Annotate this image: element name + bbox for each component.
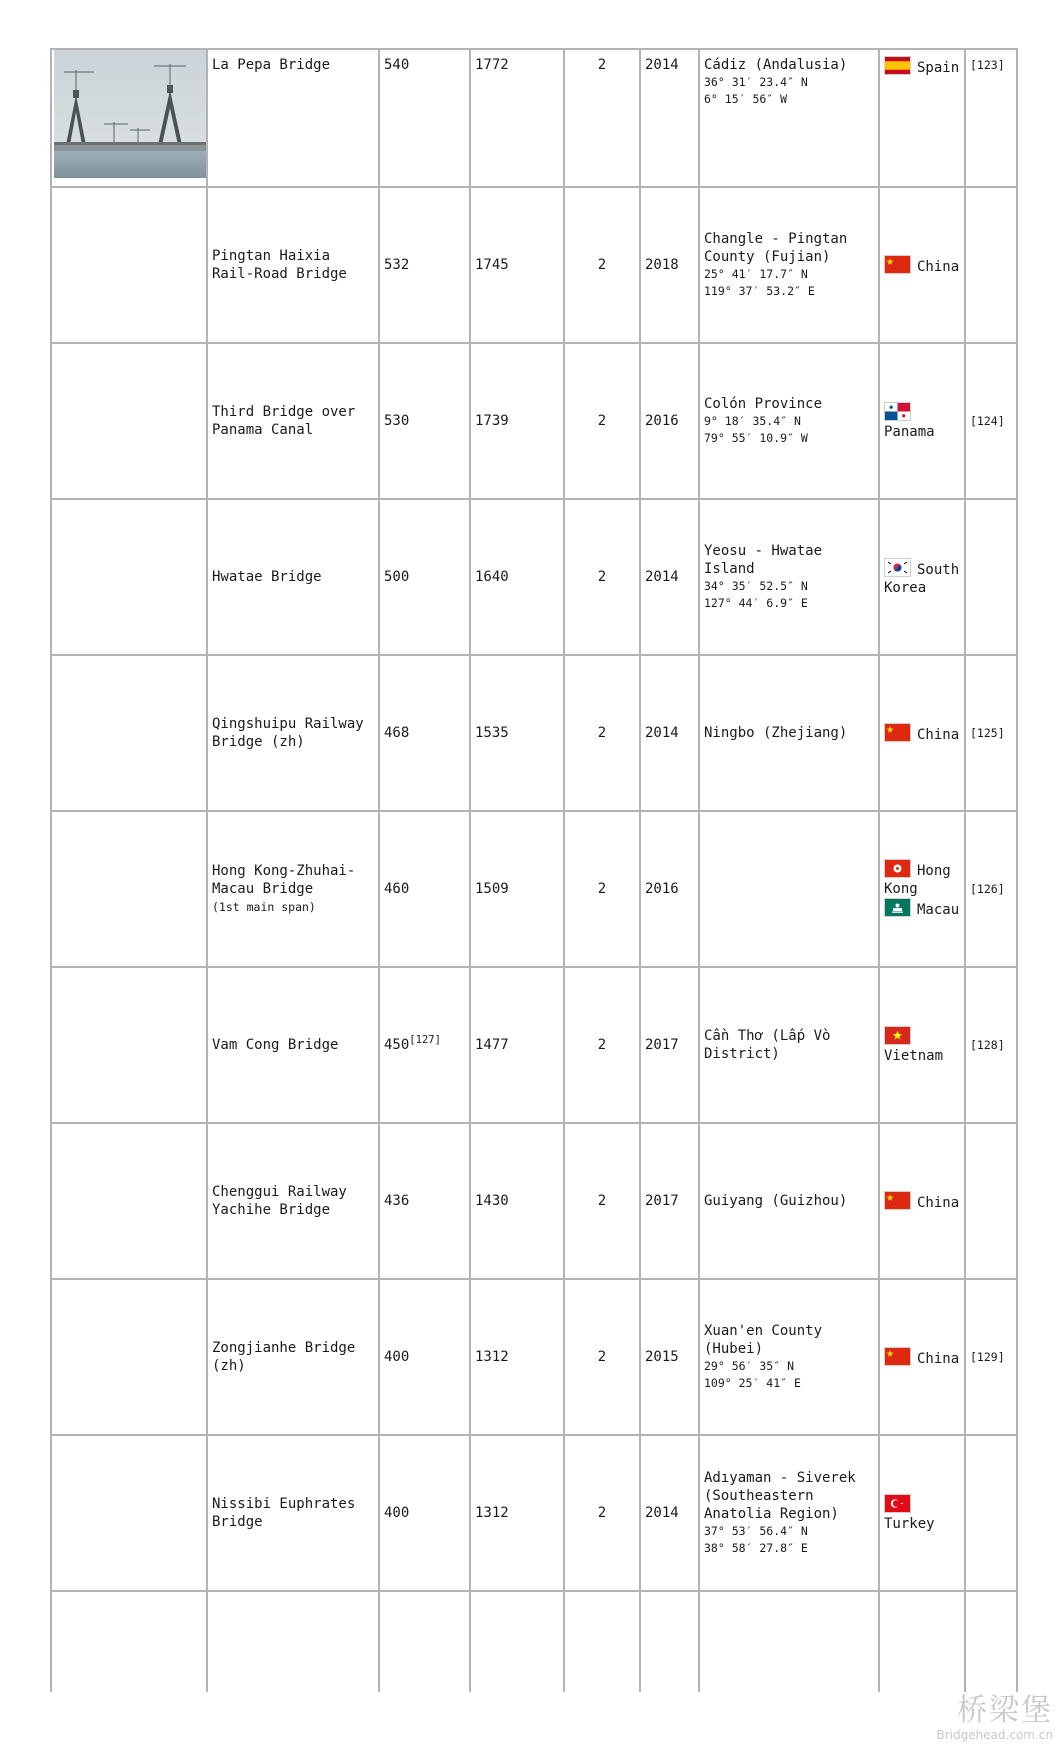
vietnam-flag-icon xyxy=(884,1026,911,1045)
span-ft-cell xyxy=(470,187,564,343)
country-name[interactable]: Macau xyxy=(917,902,960,918)
location-cell xyxy=(699,655,879,811)
span-metres: 468 xyxy=(384,725,410,741)
country-cell xyxy=(879,1435,965,1591)
tower-count: 2 xyxy=(597,57,607,73)
completion-year: 2016 xyxy=(645,413,679,429)
span-ft-cell xyxy=(470,499,564,655)
reference-cell xyxy=(965,655,1017,811)
table-row xyxy=(51,1279,1017,1435)
spain-flag-icon xyxy=(884,56,911,75)
bridge-name[interactable]: Pingtan Haixia Rail-Road Bridge xyxy=(212,248,347,282)
towers-cell xyxy=(564,655,640,811)
reference-link[interactable]: [129] xyxy=(970,1350,1005,1364)
span-feet: 1477 xyxy=(475,1037,509,1053)
span-feet: 1640 xyxy=(475,569,509,585)
year-cell xyxy=(640,49,699,187)
year-cell xyxy=(640,1279,699,1435)
span-feet: 1312 xyxy=(475,1349,509,1365)
completion-year: 2014 xyxy=(645,57,679,73)
bridge-name-cell xyxy=(207,343,379,499)
span-m-cell xyxy=(379,655,470,811)
reference-cell xyxy=(965,1435,1017,1591)
tower-count: 2 xyxy=(597,881,607,897)
table-row xyxy=(51,811,1017,967)
completion-year: 2018 xyxy=(645,257,679,273)
towers-cell xyxy=(564,49,640,187)
reference-cell xyxy=(965,967,1017,1123)
empty-cell xyxy=(379,1591,470,1692)
reference-cell xyxy=(965,49,1017,187)
bridge-name-cell xyxy=(207,967,379,1123)
location-cell xyxy=(699,1279,879,1435)
completion-year: 2016 xyxy=(645,881,679,897)
year-cell xyxy=(640,1435,699,1591)
location-name[interactable]: Ningbo (Zhejiang) xyxy=(704,725,848,741)
reference-cell xyxy=(965,1279,1017,1435)
span-ft-cell xyxy=(470,655,564,811)
coordinate-lon[interactable]: 38° 58′ 27.8″ E xyxy=(704,1541,808,1555)
location-cell xyxy=(699,499,879,655)
span-m-cell xyxy=(379,187,470,343)
span-feet: 1312 xyxy=(475,1505,509,1521)
tower-count: 2 xyxy=(597,413,607,429)
bridge-name-cell xyxy=(207,1123,379,1279)
location-cell xyxy=(699,1435,879,1591)
empty-cell xyxy=(564,1591,640,1692)
year-cell xyxy=(640,1123,699,1279)
span-metres: 400 xyxy=(384,1505,410,1521)
country-cell xyxy=(879,499,965,655)
completion-year: 2014 xyxy=(645,569,679,585)
span-feet: 1509 xyxy=(475,881,509,897)
image-cell xyxy=(51,655,207,811)
reference-cell xyxy=(965,343,1017,499)
span-metres: 460 xyxy=(384,881,410,897)
watermark xyxy=(936,1694,1053,1742)
country-name[interactable]: Panama xyxy=(884,423,935,440)
location-cell xyxy=(699,967,879,1123)
location-name[interactable]: Yeosu - Hwatae Island xyxy=(704,543,823,577)
reference-link[interactable]: [126] xyxy=(970,882,1005,896)
bridge-name-cell xyxy=(207,49,379,187)
country-name[interactable]: Vietnam xyxy=(884,1047,944,1064)
span-m-cell xyxy=(379,811,470,967)
span-m-cell xyxy=(379,343,470,499)
span-feet: 1430 xyxy=(475,1193,509,1209)
towers-cell xyxy=(564,343,640,499)
table-row-empty xyxy=(51,1591,1017,1692)
tower-count: 2 xyxy=(597,569,607,585)
country-cell xyxy=(879,343,965,499)
location-cell xyxy=(699,343,879,499)
bridge-name[interactable]: Hwatae Bridge xyxy=(212,569,322,585)
year-cell xyxy=(640,343,699,499)
empty-cell xyxy=(879,1591,965,1692)
coordinate-lat[interactable]: 37° 53′ 56.4″ N xyxy=(704,1524,808,1538)
tower-count: 2 xyxy=(597,1037,607,1053)
coordinate-lon[interactable]: 127° 44′ 6.9″ E xyxy=(704,596,808,610)
completion-year: 2017 xyxy=(645,1037,679,1053)
bridge-name[interactable]: Chenggui Railway Yachihe Bridge xyxy=(212,1184,347,1218)
location-cell xyxy=(699,1123,879,1279)
bridge-name[interactable]: Third Bridge over Panama Canal xyxy=(212,404,356,438)
location-name[interactable]: Cần Thơ (Lấp Vò District) xyxy=(704,1028,831,1062)
china-flag-icon xyxy=(884,1347,911,1366)
table-row xyxy=(51,1435,1017,1591)
span-metres: 500 xyxy=(384,569,410,585)
span-m-cell xyxy=(379,1123,470,1279)
country-name[interactable]: China xyxy=(917,1194,960,1211)
country-name[interactable]: China xyxy=(917,726,960,743)
location-cell xyxy=(699,811,879,967)
span-m-cell xyxy=(379,1435,470,1591)
image-cell xyxy=(51,1123,207,1279)
image-cell xyxy=(51,499,207,655)
towers-cell xyxy=(564,499,640,655)
bridge-name-cell xyxy=(207,187,379,343)
location-name[interactable]: Guiyang (Guizhou) xyxy=(704,1193,848,1209)
span-ft-cell xyxy=(470,1279,564,1435)
table-row xyxy=(51,187,1017,343)
coordinate-lat[interactable]: 36° 31′ 23.4″ N xyxy=(704,75,808,89)
bridge-name[interactable]: Zongjianhe Bridge (zh) xyxy=(212,1340,356,1374)
country-name[interactable]: Turkey xyxy=(884,1515,935,1532)
year-cell xyxy=(640,499,699,655)
coordinate-lat[interactable]: 9° 18′ 35.4″ N xyxy=(704,414,801,428)
towers-cell xyxy=(564,1123,640,1279)
location-cell xyxy=(699,49,879,187)
tower-count: 2 xyxy=(597,1505,607,1521)
table-row xyxy=(51,499,1017,655)
span-ref[interactable]: [127] xyxy=(409,1034,441,1046)
completion-year: 2014 xyxy=(645,1505,679,1521)
bridge-name[interactable]: La Pepa Bridge xyxy=(212,57,331,73)
country-name[interactable]: China xyxy=(917,1350,960,1367)
span-feet: 1535 xyxy=(475,725,509,741)
year-cell xyxy=(640,967,699,1123)
coordinate-lat[interactable]: 29° 56′ 35″ N xyxy=(704,1359,795,1373)
empty-cell xyxy=(470,1591,564,1692)
bridge-name[interactable]: Hong Kong-Zhuhai-Macau Bridge xyxy=(212,863,356,897)
reference-link[interactable]: [125] xyxy=(970,726,1005,740)
image-cell xyxy=(51,343,207,499)
span-feet: 1739 xyxy=(475,413,509,429)
location-name[interactable]: Cádiz (Andalusia) xyxy=(704,57,848,73)
completion-year: 2014 xyxy=(645,725,679,741)
watermark-logo: 桥梁堡 xyxy=(957,1693,1053,1728)
location-cell xyxy=(699,187,879,343)
coordinate-lon[interactable]: 119° 37′ 53.2″ E xyxy=(704,284,815,298)
coordinate-lon[interactable]: 79° 55′ 10.9″ W xyxy=(704,431,808,445)
tower-count: 2 xyxy=(597,257,607,273)
image-cell xyxy=(51,1279,207,1435)
tower-count: 2 xyxy=(597,725,607,741)
bridge-photo xyxy=(54,50,206,178)
span-ft-cell xyxy=(470,49,564,187)
span-ft-cell xyxy=(470,343,564,499)
country-name[interactable]: Spain xyxy=(917,60,960,76)
country-cell xyxy=(879,1123,965,1279)
location-name[interactable]: Xuan'en County (Hubei) xyxy=(704,1323,823,1357)
completion-year: 2015 xyxy=(645,1349,679,1365)
towers-cell xyxy=(564,811,640,967)
towers-cell xyxy=(564,1435,640,1591)
reference-link[interactable]: [128] xyxy=(970,1038,1005,1052)
table-body xyxy=(51,49,1017,1692)
year-cell xyxy=(640,655,699,811)
towers-cell xyxy=(564,1279,640,1435)
table-row xyxy=(51,1123,1017,1279)
image-cell xyxy=(51,967,207,1123)
country-cell xyxy=(879,187,965,343)
empty-cell xyxy=(51,1591,207,1692)
bridge-name-cell xyxy=(207,655,379,811)
image-cell xyxy=(51,1435,207,1591)
bridge-name-cell xyxy=(207,811,379,967)
coordinate-lat[interactable]: 34° 35′ 52.5″ N xyxy=(704,579,808,593)
image-cell xyxy=(51,811,207,967)
image-cell xyxy=(51,187,207,343)
span-m-cell xyxy=(379,499,470,655)
span-metres: 400 xyxy=(384,1349,410,1365)
span-metres: 532 xyxy=(384,257,410,273)
watermark-url: Bridgehead.com.cn xyxy=(936,1728,1053,1742)
span-feet: 1745 xyxy=(475,257,509,273)
coordinate-lon[interactable]: 6° 15′ 56″ W xyxy=(704,92,788,106)
panama-flag-icon xyxy=(884,402,911,421)
bridge-name-note: (1st main span) xyxy=(212,900,316,914)
bridge-name[interactable]: Nissibi Euphrates Bridge xyxy=(212,1496,356,1530)
coordinate-lon[interactable]: 109° 25′ 41″ E xyxy=(704,1376,801,1390)
country-name[interactable]: Hong Kong xyxy=(884,863,951,897)
macau-flag-icon xyxy=(884,898,911,917)
table-row xyxy=(51,967,1017,1123)
country-cell xyxy=(879,811,965,967)
empty-cell xyxy=(965,1591,1017,1692)
span-ft-cell xyxy=(470,967,564,1123)
coordinate-lat[interactable]: 25° 41′ 17.7″ N xyxy=(704,267,808,281)
china-flag-icon xyxy=(884,723,911,742)
hong-kong-flag-icon xyxy=(884,859,911,878)
location-name[interactable]: Colón Province xyxy=(704,396,823,412)
tower-count: 2 xyxy=(597,1193,607,1209)
span-metres: 450 xyxy=(384,1037,410,1053)
span-metres: 436 xyxy=(384,1193,410,1209)
country-name[interactable]: China xyxy=(917,258,960,275)
span-m-cell xyxy=(379,49,470,187)
reference-cell xyxy=(965,1123,1017,1279)
empty-cell xyxy=(640,1591,699,1692)
towers-cell xyxy=(564,967,640,1123)
turkey-flag-icon xyxy=(884,1494,911,1513)
span-ft-cell xyxy=(470,811,564,967)
south-korea-flag-icon xyxy=(884,558,911,577)
bridge-name[interactable]: Qingshuipu Railway Bridge (zh) xyxy=(212,716,364,750)
towers-cell xyxy=(564,187,640,343)
table-row xyxy=(51,49,1017,187)
tower-count: 2 xyxy=(597,1349,607,1365)
table-row xyxy=(51,655,1017,811)
reference-cell xyxy=(965,499,1017,655)
year-cell xyxy=(640,187,699,343)
bridge-name-cell xyxy=(207,1435,379,1591)
country-name[interactable]: South Korea xyxy=(884,561,960,596)
span-feet: 1772 xyxy=(475,57,509,73)
completion-year: 2017 xyxy=(645,1193,679,1209)
bridge-name[interactable]: Vam Cong Bridge xyxy=(212,1037,339,1053)
span-m-cell xyxy=(379,1279,470,1435)
country-cell xyxy=(879,967,965,1123)
country-cell xyxy=(879,49,965,187)
location-name[interactable]: Changle - Pingtan County (Fujian) xyxy=(704,231,848,265)
span-metres: 530 xyxy=(384,413,410,429)
image-cell xyxy=(51,49,207,187)
bridge-name-cell xyxy=(207,1279,379,1435)
reference-cell xyxy=(965,187,1017,343)
empty-cell xyxy=(207,1591,379,1692)
table-row xyxy=(51,343,1017,499)
reference-link[interactable]: [124] xyxy=(970,414,1005,428)
china-flag-icon xyxy=(884,1191,911,1210)
reference-link[interactable]: [123] xyxy=(970,58,1005,72)
location-name[interactable]: Adıyaman - Siverek (Southeastern Anatolia Region) xyxy=(704,1470,856,1522)
span-metres: 540 xyxy=(384,57,410,73)
bridge-name-cell xyxy=(207,499,379,655)
span-ft-cell xyxy=(470,1123,564,1279)
span-m-cell xyxy=(379,967,470,1123)
country-cell xyxy=(879,655,965,811)
bridge-table xyxy=(50,48,1018,1692)
reference-cell xyxy=(965,811,1017,967)
china-flag-icon xyxy=(884,255,911,274)
empty-cell xyxy=(699,1591,879,1692)
country-cell xyxy=(879,1279,965,1435)
span-ft-cell xyxy=(470,1435,564,1591)
year-cell xyxy=(640,811,699,967)
